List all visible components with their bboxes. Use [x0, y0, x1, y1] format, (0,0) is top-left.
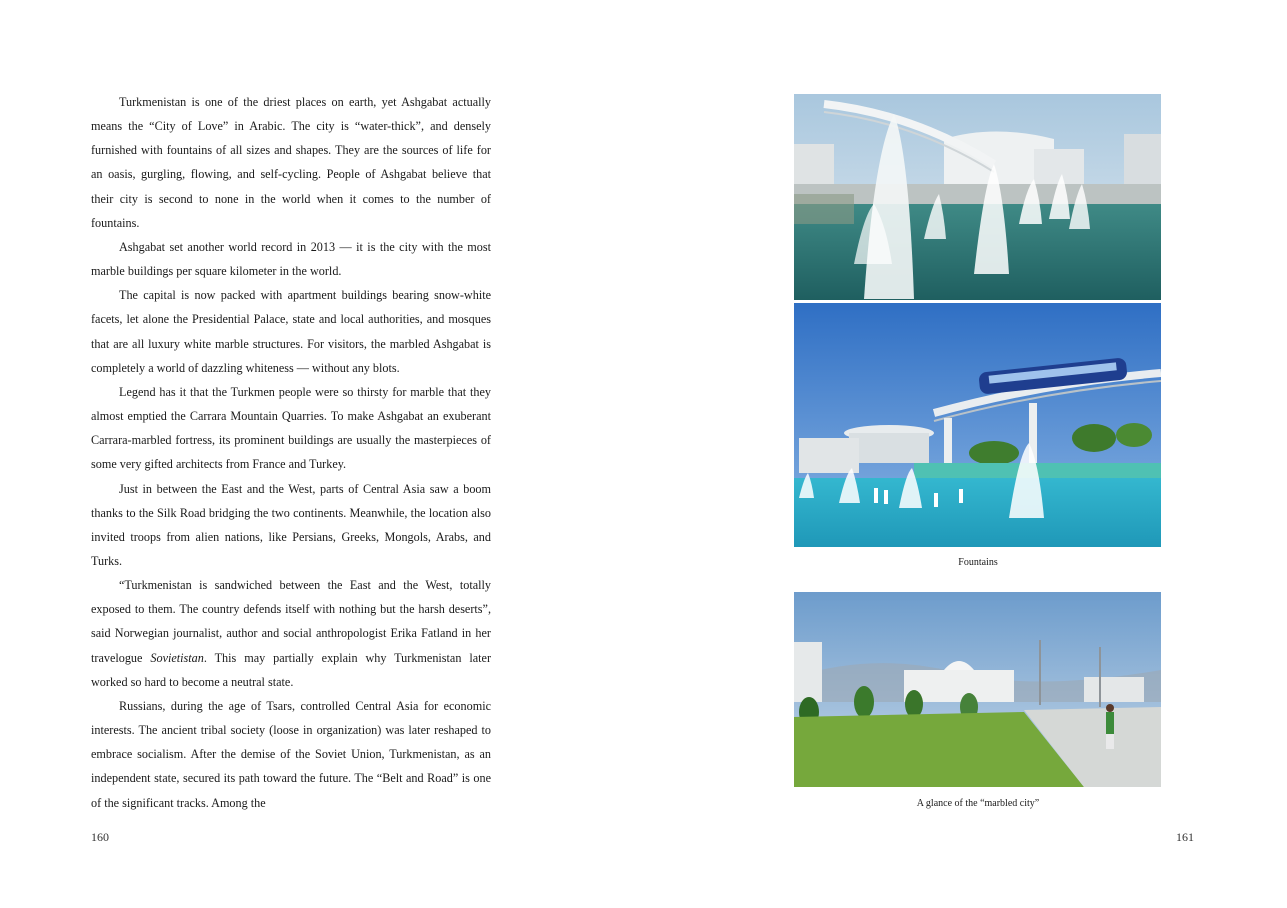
paragraph-1: Turkmenistan is one of the driest places on earth, yet Ashgabat actually means the “City of Love” in Arabic. The city is “water-thick”, and densely furnished with fountains of all sizes and shapes. They are the sources of life for an oasis, gurgling, flowing, and self-cycling. People of Ashgabat believe that their city is second to none in the world when it comes to the number of fountains.: [91, 95, 491, 230]
quote-text-end: . This may partially explain why Turkmenistan later worked so hard to become a neutral state.: [91, 650, 492, 689]
paragraph-3: The capital is now packed with apartment buildings bearing snow-white facets, let alone the Presidential Palace, state and local authorities, and mosques that are all luxury white marble structures. For visitors, the marbled Ashgabat is completely a world of dazzling whiteness — without any blots.: [91, 288, 491, 375]
paragraph-2: Ashgabat set another world record in 2013 — it is the city with the most marble buildings per square kilometer in the world.: [91, 239, 491, 279]
left-page: [0, 0, 643, 908]
right-page: [643, 0, 1287, 908]
paragraph-6: [91, 573, 491, 694]
marbled-city-photo: [794, 592, 1161, 787]
paragraph-5: Just in between the East and the West, parts of Central Asia saw a boom thanks to the Silk Road bridging the two continents. Meanwhile, the location also invited troops from alien nations, like Persians, Greeks, Mongols, Arabs, and Turks.: [91, 481, 491, 568]
fountain-photo-1: [794, 94, 1161, 300]
page-number-right: 161: [1176, 830, 1194, 844]
quote-text: “Turkmenistan is sandwiched between the East and the West, totally exposed to them. The country defends itself with nothing but the harsh deserts”, said Norwegian journalist, author and social anthropologist Erika Fatland in her travelogue: [91, 578, 491, 665]
fountain-photo-2: [794, 303, 1161, 547]
paragraph-7: Russians, during the age of Tsars, controlled Central Asia for economic interests. The ancient tribal society (loose in organization) was later reshaped to embrace socialism. After the demise of the Soviet Union, Turkmenistan, as an independent state, secured its path toward the future. The “Belt and Road” is one of the significant tracks. Among the: [91, 698, 491, 810]
paragraph-4: Legend has it that the Turkmen people were so thirsty for marble that they almost emptied the Carrara Mountain Quarries. To make Ashgabat an exuberant Carrara-marbled fortress, its prominent buildings are usually the masterpieces of some very gifted architects from France and Turkey.: [91, 384, 491, 472]
caption-fountains: Fountains: [958, 557, 998, 568]
body-text: [91, 90, 491, 815]
book-title: Sovietistan: [150, 650, 204, 665]
page-number-left: 160: [91, 830, 109, 844]
caption-marbled-city: A glance of the “marbled city”: [916, 798, 1040, 809]
